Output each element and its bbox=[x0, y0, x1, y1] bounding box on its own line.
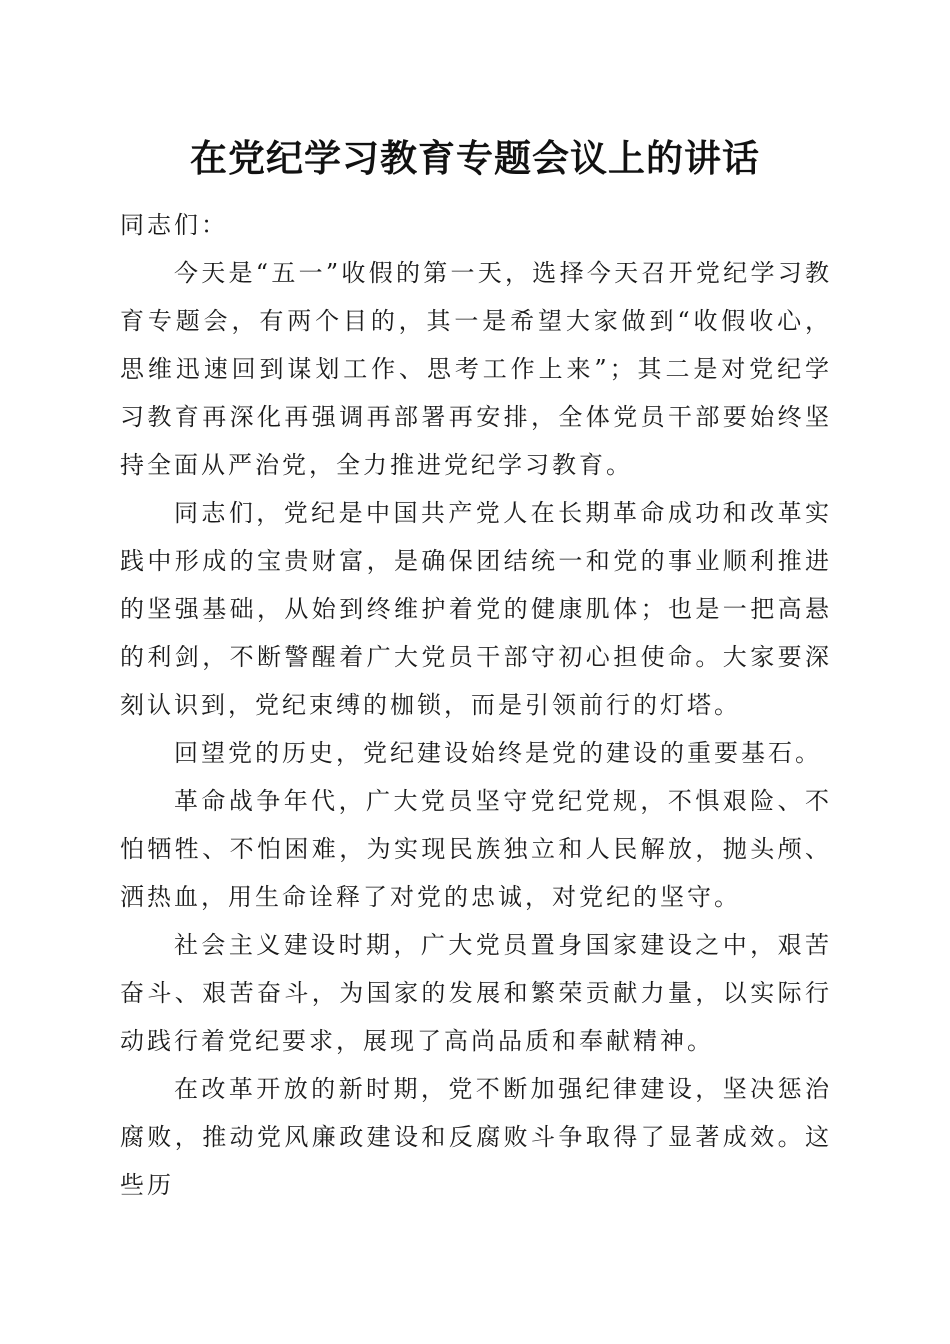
paragraph-2: 同志们，党纪是中国共产党人在长期革命成功和改革实践中形成的宝贵财富，是确保团结统一和党的事业顺利推进的坚强基础，从始到终维护着党的健康肌体；也是一把高悬的利剑，不断警醒着广大党员干部守初心担使命。大家要深刻认识到，党纪束缚的枷锁，而是引领前行的灯塔。 bbox=[120, 499, 832, 719]
paragraph-4: 革命战争年代，广大党员坚守党纪党规，不惧艰险、不怕牺牲、不怕困难，为实现民族独立和人民解放，抛头颅、洒热血，用生命诠释了对党的忠诚，对党纪的坚守。 bbox=[120, 787, 832, 911]
document-title: 在党纪学习教育专题会议上的讲话 bbox=[190, 136, 760, 180]
salutation: 同志们： bbox=[120, 211, 228, 239]
paragraph-5: 社会主义建设时期，广大党员置身国家建设之中，艰苦奋斗、艰苦奋斗，为国家的发展和繁荣贡献力量，以实际行动践行着党纪要求，展现了高尚品质和奉献精神。 bbox=[120, 931, 832, 1055]
paragraph-3: 回望党的历史，党纪建设始终是党的建设的重要基石。 bbox=[174, 739, 822, 767]
paragraph-1: 今天是“五一”收假的第一天，选择今天召开党纪学习教育专题会，有两个目的，其一是希望大家做到“收假收心，思维迅速回到谋划工作、思考工作上来”；其二是对党纪学习教育再深化再强调再部署再安排，全体党员干部要始终坚持全面从严治党，全力推进党纪学习教育。 bbox=[120, 259, 832, 479]
paragraph-6: 在改革开放的新时期，党不断加强纪律建设，坚决惩治腐败，推动党风廉政建设和反腐败斗争取得了显著成效。这些历 bbox=[120, 1075, 832, 1199]
document-body bbox=[120, 201, 832, 1209]
